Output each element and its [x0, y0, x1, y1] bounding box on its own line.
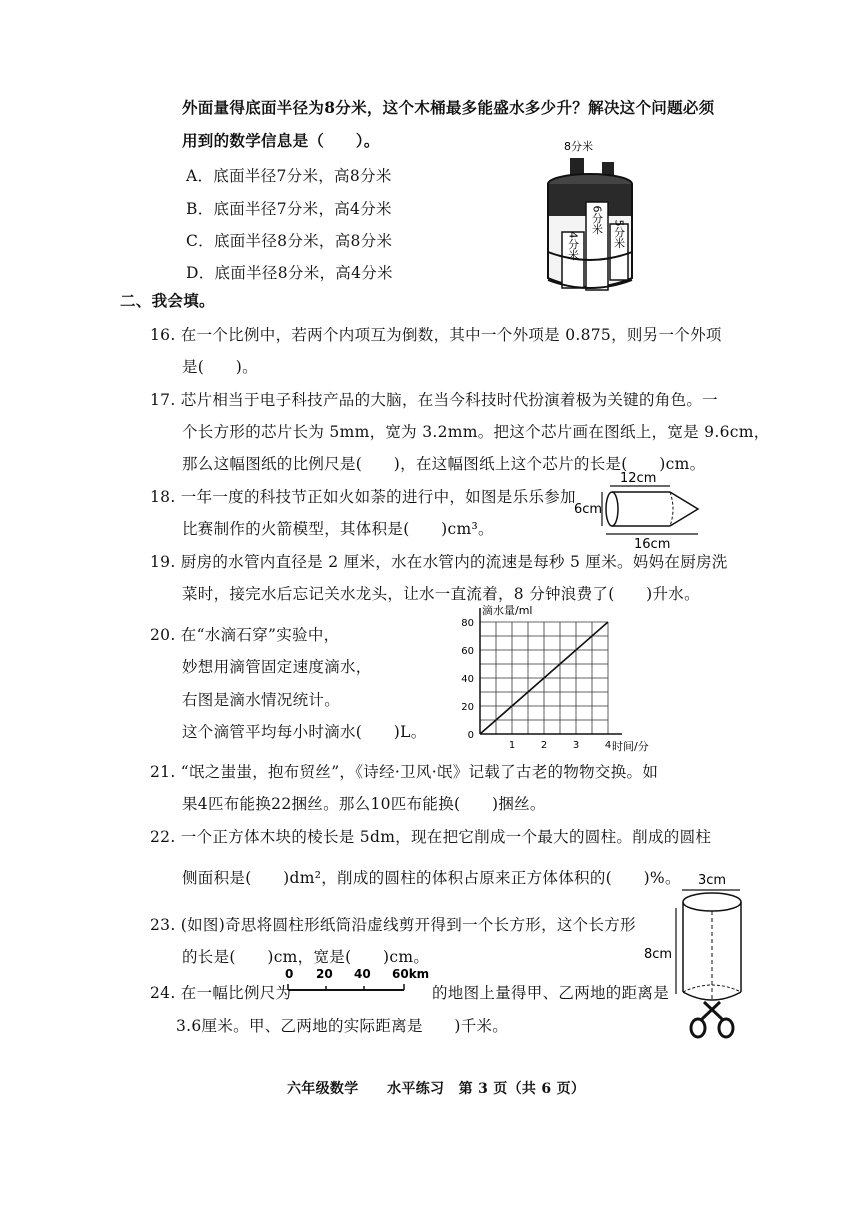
q15-line1: 外面量得底面半径为8分米，这个木桶最多能盛水多少升？解决这个问题必须	[182, 98, 715, 117]
q20-line1: 20. 在“水滴石穿”实验中，	[150, 626, 340, 644]
scale-tick-label: 20	[316, 967, 333, 981]
bucket-label-top: 8分米	[564, 140, 593, 153]
drip-chart	[448, 604, 668, 754]
scale-tick-label: 60km	[392, 967, 430, 981]
q19-line2: 菜时，接完水后忘记关水龙头，让水一直流着，8 分钟浪费了( )升水。	[182, 585, 700, 603]
bucket-figure	[540, 136, 650, 301]
q15-option-c: C．底面半径8分米，高8分米	[186, 232, 393, 250]
q20-line2: 妙想用滴管固定速度滴水，	[182, 658, 372, 676]
x-axis-label: 时间/分	[612, 740, 649, 753]
y-tick-label: 80	[461, 618, 474, 629]
q24-line1b: 的地图上量得甲、乙两地的距离是	[432, 984, 670, 1002]
scissors-icon	[691, 1002, 733, 1037]
q17-line1: 17. 芯片相当于电子科技产品的大脑，在当今科技时代扮演着极为关键的角色。一	[150, 391, 718, 409]
y-tick-label: 40	[461, 674, 474, 685]
q15-option-b: B．底面半径7分米，高4分米	[186, 200, 392, 218]
y-tick-label: 20	[461, 702, 474, 713]
q22-line2: 侧面积是( )dm²，削成的圆柱的体积占原来正方体体积的( )%。	[182, 869, 681, 887]
q21-line2: 果4匹布能换22捆丝。那么10匹布能换( )捆丝。	[182, 795, 546, 813]
y-tick-label: 60	[461, 646, 474, 657]
rocket-label-bottom: 16cm	[634, 537, 671, 552]
y-axis-label: 滴水量/ml	[482, 604, 533, 617]
cylinder-label-side: 8cm	[644, 947, 673, 962]
cylinder-figure	[640, 868, 750, 1043]
x-tick-label: 2	[540, 740, 548, 751]
q19-line1: 19. 厨房的水管内直径是 2 厘米，水在水管内的流速是每秒 5 厘米。妈妈在厨房洗	[150, 553, 728, 571]
q15-line2: 用到的数学信息是（ ）。	[182, 131, 380, 150]
rocket-figure	[570, 470, 710, 550]
scale-bar	[282, 966, 432, 994]
x-tick-label: 3	[572, 740, 580, 751]
bucket-label-right: 5分米	[612, 219, 626, 249]
q20-line4: 这个滴管平均每小时滴水( )L。	[182, 723, 427, 741]
q20-line3: 右图是滴水情况统计。	[182, 691, 341, 709]
q24-line2: 3.6厘米。甲、乙两地的实际距离是 )千米。	[176, 1017, 509, 1035]
rocket-label-top: 12cm	[620, 471, 657, 486]
cylinder-label-top: 3cm	[698, 873, 727, 888]
q17-line2: 个长方形的芯片长为 5mm，宽为 3.2mm。把这个芯片画在图纸上，宽是 9.6cm，	[182, 423, 770, 441]
q16-line1: 16. 在一个比例中，若两个内项互为倒数，其中一个外项是 0.875，则另一个外项	[150, 326, 722, 344]
q23-line1: 23. (如图)奇思将圆柱形纸筒沿虚线剪开得到一个长方形，这个长方形	[150, 916, 636, 934]
q18-line1: 18. 一年一度的科技节正如火如荼的进行中，如图是乐乐参加	[150, 488, 576, 506]
x-tick-label: 1	[508, 740, 516, 751]
section-heading: 二、我会填。	[120, 291, 215, 310]
bucket-label-mid: 6分米	[590, 205, 604, 235]
q22-line1: 22. 一个正方体木块的棱长是 5dm，现在把它削成一个最大的圆柱。削成的圆柱	[150, 828, 712, 846]
q24-line1a: 24. 在一幅比例尺为	[150, 984, 292, 1002]
y-tick-label: 0	[467, 730, 474, 741]
scale-tick-label: 0	[285, 967, 294, 981]
q18-line2: 比赛制作的火箭模型，其体积是( )cm³。	[182, 520, 494, 538]
q15-option-d: D．底面半径8分米，高4分米	[186, 264, 393, 282]
q17-line3: 那么这幅图纸的比例尺是( )，在这幅图纸上这个芯片的长是( )cm。	[182, 455, 706, 473]
q23-line2: 的长是( )cm，宽是( )cm。	[182, 948, 430, 966]
q15-option-a: A．底面半径7分米，高8分米	[186, 167, 392, 185]
scale-tick-label: 40	[354, 967, 371, 981]
q21-line1: 21. “氓之蚩蚩，抱布贸丝”，《诗经·卫风·氓》记载了古老的物物交换。如	[150, 763, 659, 781]
page-footer: 六年级数学 水平练习 第 3 页（共 6 页）	[287, 1081, 586, 1097]
rocket-label-left: 6cm	[574, 502, 603, 517]
bucket-label-left: 4分米	[566, 231, 580, 261]
x-tick-label: 4	[604, 740, 612, 751]
q16-line2: 是( )。	[182, 358, 258, 376]
